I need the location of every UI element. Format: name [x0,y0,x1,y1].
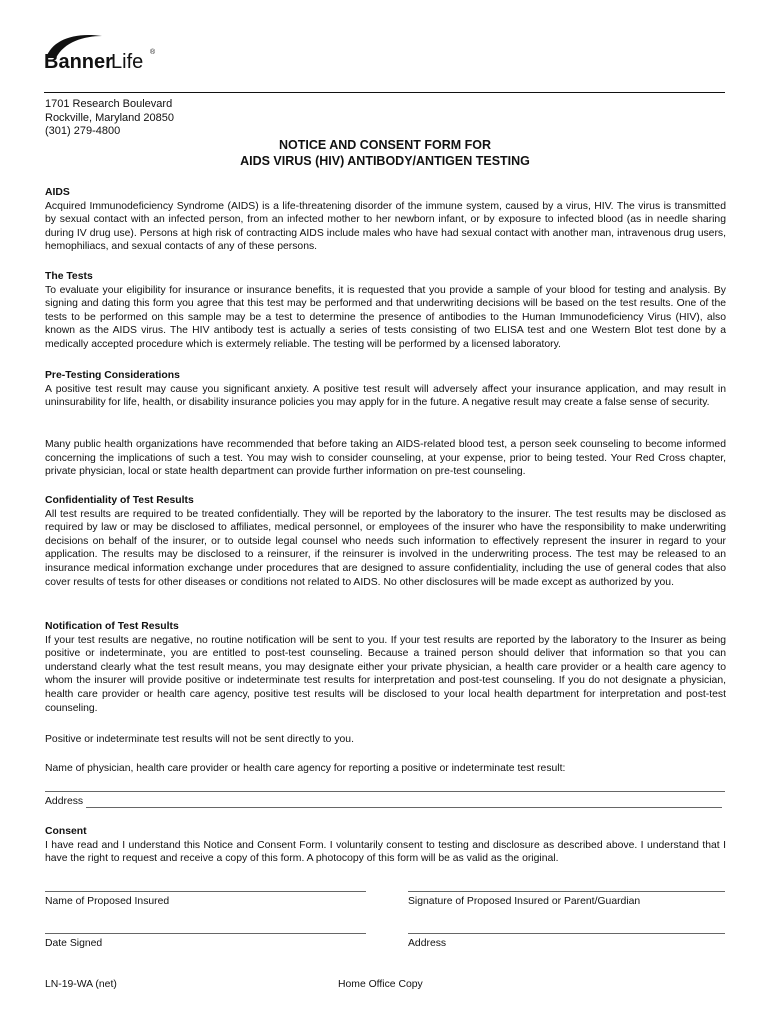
company-address [45,98,174,139]
section-body: A positive test result may cause you significant anxiety. A positive test result will adversely affect your insurance application, and may result in uninsurability for life, health, or disability insurance policies you may apply for in the future. A negative result may create a false sense of security. [45,383,726,409]
section-heading: Pre-Testing Considerations [45,370,180,381]
section-heading: The Tests [45,271,93,282]
section-confidentiality [45,494,726,589]
section-pretesting [45,369,726,410]
section-body: To evaluate your eligibility for insurance or insurance benefits, it is requested that you provide a sample of your blood for testing and analysis. By signing and dating this form you agree that this test may be performed and that underwriting decisions will be based on the test results. One of the tests to be performed on this sample may be a test to determine the presence of antibodies to the Human Immunodeficiency Virus (HIV), also known as the AIDS virus. The HIV antibody test is actually a series of tests consisting of two ELISA test and one Western Blot test done by a medically accepted procedure which is extermely reliable. The testing will be performed by a licensed laboratory. [45,284,726,350]
notification-paragraph-2: Positive or indeterminate test results will not be sent directly to you. [45,734,354,745]
copy-designation: Home Office Copy [338,979,423,990]
logo-registered-mark: ® [150,49,156,56]
form-number: LN-19-WA (net) [45,979,117,990]
section-body: Acquired Immunodeficiency Syndrome (AIDS) is a life-threatening disorder of the immune system, caused by a virus, HIV. The virus is transmitted by sexual contact with an infected person, from an infected mother to her newborn infant, or by exposure to infected blood (as in needle sharing during IV drug use). Persons at high risk of contracting AIDS include males who have had sexual contact with another man, intravenous drug users, hemophiliacs, and sexual contacts of any of these persons. [45,200,726,253]
signature-field[interactable] [408,891,725,892]
insured-address-label: Address [408,938,447,949]
logo-text-banner: Banner [44,51,113,73]
section-body: I have read and I understand this Notice and Consent Form. I voluntarily consent to testing and disclosure as described above. I understand that I have the right to request and receive a copy of this form. A photocopy of this form will be as valid as the original. [45,839,726,865]
name-of-proposed-insured-field[interactable] [45,891,366,892]
address-line-1: 1701 Research Boulevard [45,98,173,110]
section-consent [45,825,726,866]
section-body: If your test results are negative, no routine notification will be sent to you. If your test results are reported by the laboratory to the Insurer as being positive or indeterminate, you are entitled to post-test counseling. Because a trained person should deliver that information so that you can understand clearly what the test result means, you may designate either your private physician, a health care provider or a health care agency to whom the insurer will provide positive or indeterminate test results for interpretation and post-test counseling. If you do not designate a physician, health care provider or health care agency, positive test results will be disclosed to your local health department for interpretation and post-test counseling. [45,634,726,714]
section-heading: AIDS [45,187,70,198]
banner-life-logo [44,28,164,76]
signature-label: Signature of Proposed Insured or Parent/Guardian [408,896,641,907]
section-heading: Confidentiality of Test Results [45,495,194,506]
date-signed-field[interactable] [45,933,366,934]
section-tests [45,270,726,352]
address-field-label: Address [45,796,84,807]
logo-text-life: Life [111,51,144,73]
name-of-proposed-insured-label: Name of Proposed Insured [45,896,170,907]
form-title-line-1: NOTICE AND CONSENT FORM FOR [278,138,492,152]
section-aids [45,186,726,254]
physician-name-field[interactable] [45,791,725,792]
pretesting-paragraph-2: Many public health organizations have recommended that before taking an AIDS-related blood test, a person seek counseling to become informed concerning the implications of such a test. You may wish to consider counseling, at your expense, prior to being tested. Your Red Cross chapter, private physician, local or state health department can provide further information on pre-test counseling. [45,439,726,478]
section-body: All test results are required to be treated confidentially. They will be reported by the laboratory to the insurer. The test results may be disclosed as required by law or may be disclosed to affiliates, medical personnel, or employees of the insurer who have the responsibility to make underwriting decisions on behalf of the insurer, or to outside legal counsel who needs such information to effectively represent the insurer in regard to your application. The results may be disclosed to a reinsurer, if the reinsurer is involved in the underwriting process. The test may be released to an insurance medical information exchange under procedures that are designed to assure confidentiality, including the use of general codes that also cover results of tests for other diseases or conditions not related to AIDS. No other disclosures will be made except as authorized by you. [45,508,726,588]
section-notification [45,620,726,715]
section-heading: Notification of Test Results [45,621,179,632]
phone-number: (301) 279-4800 [45,125,121,137]
form-title-line-2: AIDS VIRUS (HIV) ANTIBODY/ANTIGEN TESTING [240,154,530,168]
insured-address-field[interactable] [408,933,725,934]
notification-paragraph-3: Name of physician, health care provider or health care agency for reporting a positive or indeterminate test result: [45,763,566,774]
physician-address-field[interactable] [86,807,722,808]
address-line-2: Rockville, Maryland 20850 [45,111,175,124]
section-heading: Consent [45,826,87,837]
header-divider [44,92,725,93]
date-signed-label: Date Signed [45,938,103,949]
